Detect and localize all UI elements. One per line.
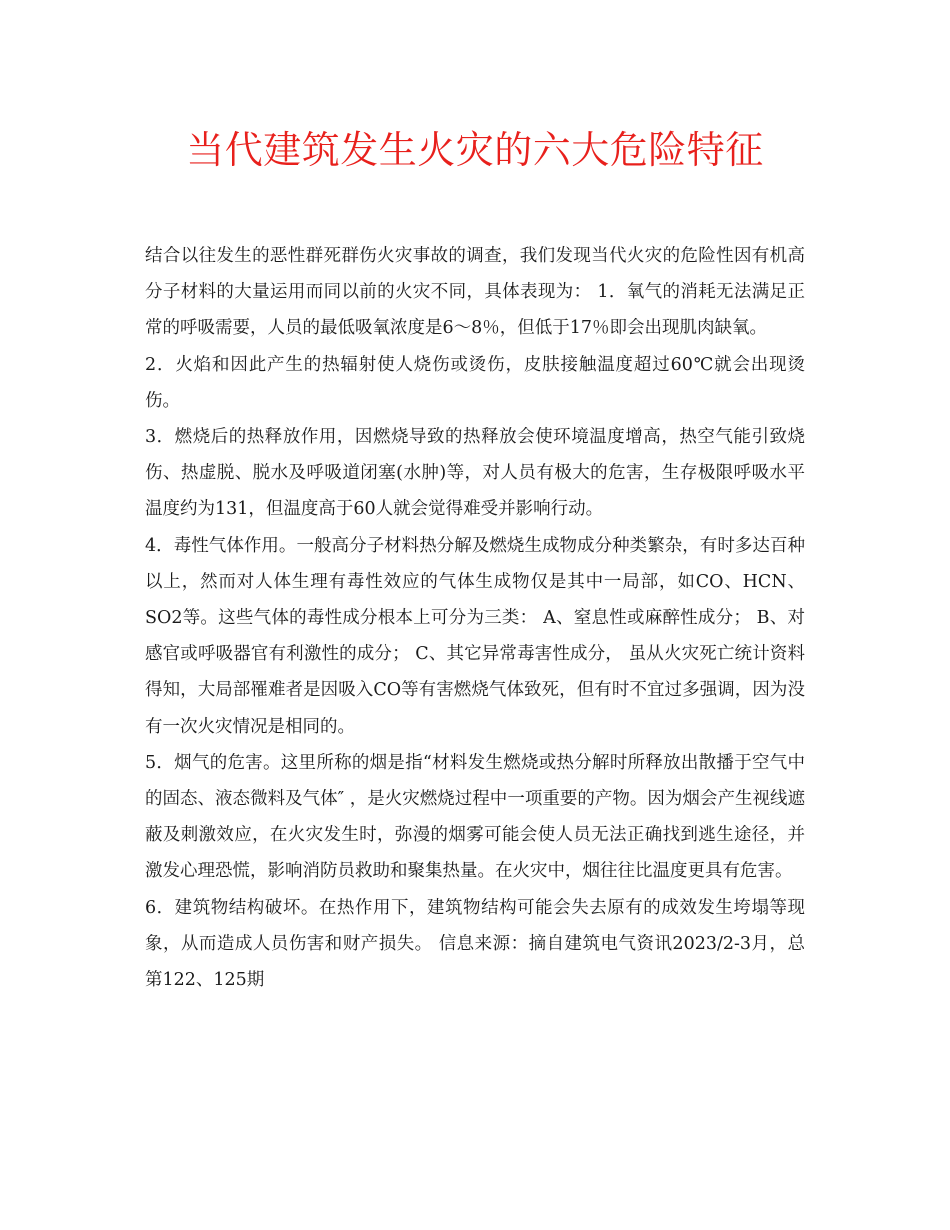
paragraph-structure: 6．建筑物结构破坏。在热作用下，建筑物结构可能会失去原有的成效发生垮塌等现象，从而造成人员伤害和财产损失。 信息来源：摘自建筑电气资讯2023/2-3月，总第122、125期 xyxy=(145,897,805,991)
paragraph-intro: 结合以往发生的恶性群死群伤火灾事故的调查，我们发现当代火灾的危险性因有机高分子材料的大量运用而同以前的火灾不同，具体表现为： 1．氧气的消耗无法满足正常的呼吸需要，人员的最低吸氧浓度是6～8％，但低于17％即会出现肌肉缺氧。 xyxy=(145,246,805,339)
page-title: 当代建筑发生火灾的六大危险特征 xyxy=(186,128,764,172)
paragraph-toxic-gas: 4．毒性气体作用。一般高分子材料热分解及燃烧生成物成分种类繁杂，有时多达百种以上，然而对人体生理有毒性效应的气体生成物仅是其中一局部，如CO、HCN、SO2等。这些气体的毒性成分根本上可分为三类： A、窒息性或麻醉性成分； B、对感官或呼吸器官有利激性的成分； C、其它异常毒害性成分， 虽从火灾死亡统计资料得知，大局部罹难者是因吸入CO等有害燃烧气体致死，但有时不宜过多强调，因为没有一次火灾情况是相同的。 xyxy=(145,535,805,737)
paragraph-smoke: 5．烟气的危害。这里所称的烟是指“材料发生燃烧或热分解时所释放出散播于空气中的固态、液态微料及气体″ ，是火灾燃烧过程中一项重要的产物。因为烟会产生视线遮蔽及刺激效应，在火灾发生时，弥漫的烟雾可能会使人员无法正确找到逃生途径，并激发心理恐慌，影响消防员救助和聚集热量。在火灾中，烟往往比温度更具有危害。 xyxy=(145,752,805,882)
article-body xyxy=(145,238,805,998)
paragraph-burns: 2．火焰和因此产生的热辐射使人烧伤或烫伤，皮肤接触温度超过60℃就会出现烫伤。 xyxy=(145,354,805,411)
paragraph-heat-release: 3．燃烧后的热释放作用，因燃烧导致的热释放会使环境温度增高，热空气能引致烧伤、热虚脱、脱水及呼吸道闭塞(水肿)等，对人员有极大的危害，生存极限呼吸水平温度约为131，但温度高于60人就会觉得难受并影响行动。 xyxy=(145,427,805,520)
